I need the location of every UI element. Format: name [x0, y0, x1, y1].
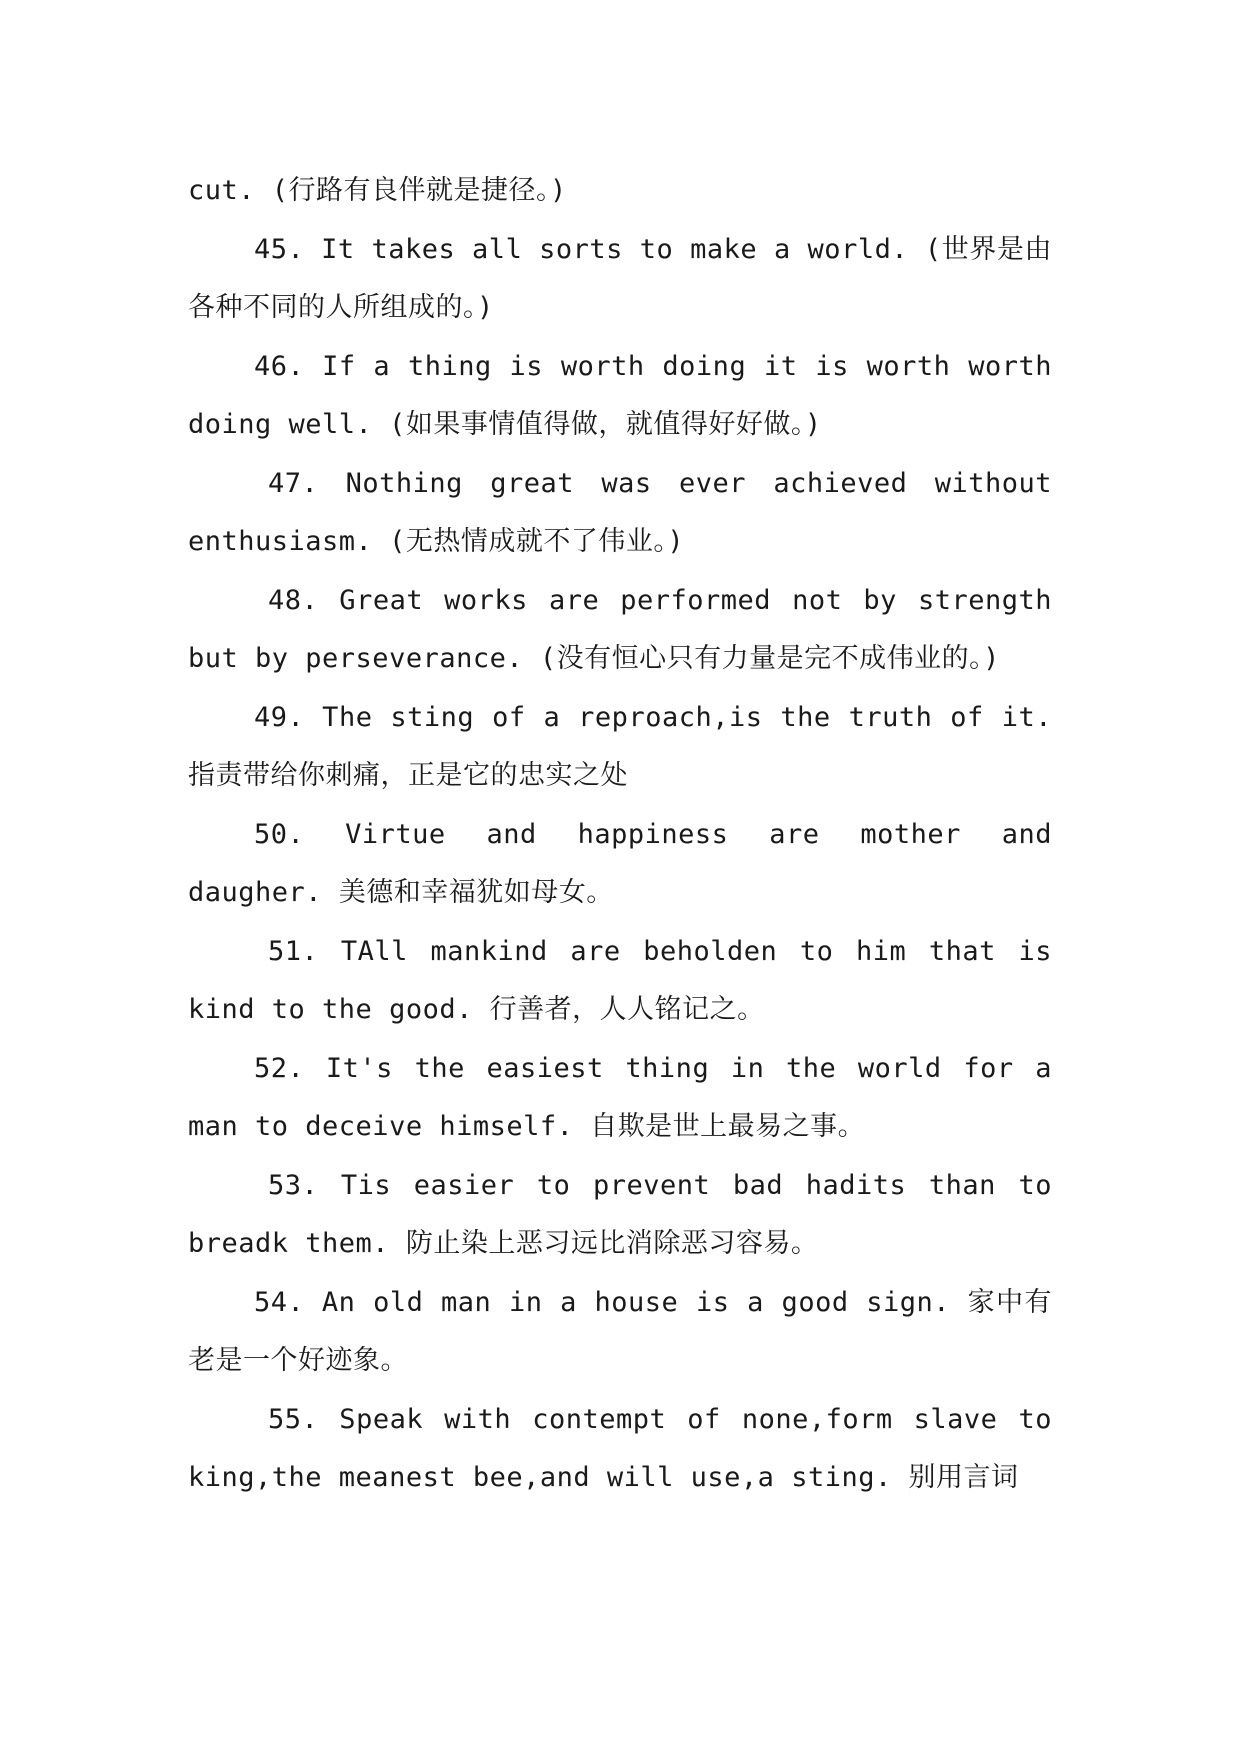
proverb-48: 48. Great works are performed not by strength but by perseverance. (没有恒心只有力量是完不成伟业的。) [188, 584, 1052, 674]
proverb-52: 52. It's the easiest thing in the world for a man to deceive himself. 自欺是世上最易之事。 [188, 1052, 1052, 1142]
proverb-46: 46. If a thing is worth doing it is worth worth doing well. (如果事情值得做，就值得好好做。) [188, 350, 1052, 440]
proverb-45: 45. It takes all sorts to make a world. (世界是由各种不同的人所组成的。) [188, 233, 1052, 323]
paragraph-continuation: cut. (行路有良伴就是捷径。) [188, 175, 567, 206]
proverb-49: 49. The sting of a reproach,is the truth of it. 指责带给你刺痛，正是它的忠实之处 [188, 701, 1052, 791]
proverb-50: 50. Virtue and happiness are mother and daugher. 美德和幸福犹如母女。 [188, 818, 1052, 908]
proverb-51: 51. TAll mankind are beholden to him that is kind to the good. 行善者，人人铭记之。 [188, 935, 1052, 1025]
document-body [188, 162, 1052, 1508]
proverb-54: 54. An old man in a house is a good sign. 家中有老是一个好迹象。 [188, 1286, 1052, 1376]
proverb-53: 53. Tis easier to prevent bad hadits than to breadk them. 防止染上恶习远比消除恶习容易。 [188, 1169, 1052, 1259]
proverb-55: 55. Speak with contempt of none,form slave to king,the meanest bee,and will use,a sting. 别用言词 [188, 1403, 1052, 1493]
proverb-47: 47. Nothing great was ever achieved without enthusiasm. (无热情成就不了伟业。) [188, 467, 1052, 557]
